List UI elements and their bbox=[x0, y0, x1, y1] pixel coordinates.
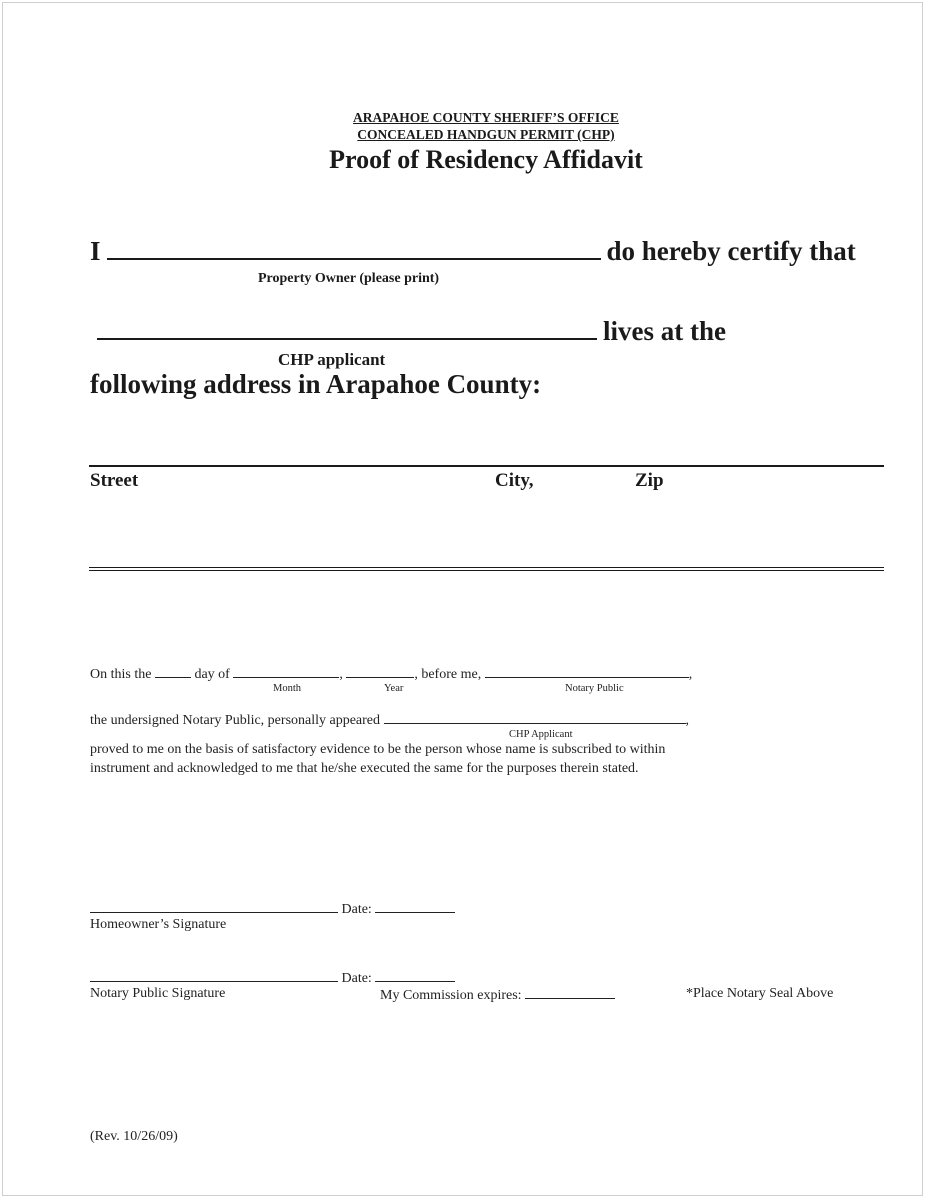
month-label: Month bbox=[273, 683, 302, 694]
commission-row bbox=[380, 986, 615, 1004]
appeared-comma: , bbox=[685, 713, 690, 728]
notary-date-label: Date: bbox=[341, 971, 372, 986]
commission-label: My Commission expires: bbox=[380, 988, 522, 1003]
address-intro: following address in Arapahoe County: bbox=[90, 369, 542, 399]
end-comma-text: , bbox=[688, 667, 693, 682]
permit-heading: CONCEALED HANDGUN PERMIT (CHP) bbox=[357, 127, 615, 142]
lives-line bbox=[97, 316, 726, 347]
lives-suffix: lives at the bbox=[603, 316, 726, 346]
year-field[interactable] bbox=[346, 665, 414, 678]
comma-text: , bbox=[339, 667, 343, 682]
proved-line-1: proved to me on the basis of satisfactory evidence to be the person whose name is subscribed to within bbox=[90, 742, 666, 757]
certify-suffix: do hereby certify that bbox=[606, 236, 856, 266]
seal-note: *Place Notary Seal Above bbox=[686, 986, 834, 1001]
notary-public-field[interactable] bbox=[485, 665, 689, 678]
zip-label: Zip bbox=[635, 470, 664, 491]
before-me-text: , before me, bbox=[414, 667, 482, 682]
chp-applicant-label: CHP applicant bbox=[278, 350, 386, 369]
city-label: City, bbox=[495, 470, 534, 491]
homeowner-date-label: Date: bbox=[341, 902, 372, 917]
revision-note: (Rev. 10/26/09) bbox=[90, 1129, 178, 1144]
certify-prefix: I bbox=[90, 236, 101, 266]
homeowner-signature-label: Homeowner’s Signature bbox=[90, 917, 227, 932]
divider-rule-top bbox=[89, 567, 884, 568]
property-owner-field[interactable] bbox=[107, 236, 601, 260]
notary-signature-field[interactable] bbox=[90, 969, 338, 982]
chp-applicant-field[interactable] bbox=[97, 316, 597, 340]
page-title: Proof of Residency Affidavit bbox=[329, 145, 643, 174]
certify-line bbox=[90, 236, 856, 267]
property-owner-label: Property Owner (please print) bbox=[258, 271, 440, 286]
divider-rule-bottom bbox=[89, 570, 884, 571]
day-of-text: day of bbox=[194, 667, 230, 682]
notary-line-2 bbox=[90, 711, 689, 729]
street-label: Street bbox=[90, 470, 139, 491]
chp-applicant-small-label: CHP Applicant bbox=[509, 729, 573, 740]
office-heading: ARAPAHOE COUNTY SHERIFF’S OFFICE bbox=[353, 110, 619, 125]
year-label: Year bbox=[384, 683, 404, 694]
month-field[interactable] bbox=[233, 665, 339, 678]
proved-line-2: instrument and acknowledged to me that he/she executed the same for the purposes therein stated. bbox=[90, 761, 639, 776]
homeowner-date-field[interactable] bbox=[375, 900, 455, 913]
homeowner-signature-field[interactable] bbox=[90, 900, 338, 913]
commission-expires-field[interactable] bbox=[525, 986, 615, 999]
appeared-text: the undersigned Notary Public, personally appeared bbox=[90, 713, 381, 728]
day-field[interactable] bbox=[155, 665, 191, 678]
appeared-applicant-field[interactable] bbox=[384, 711, 686, 724]
address-line[interactable] bbox=[89, 465, 884, 467]
notary-signature-row bbox=[90, 969, 455, 987]
notary-date-field[interactable] bbox=[375, 969, 455, 982]
page-border bbox=[2, 2, 923, 1196]
on-this-text: On this the bbox=[90, 667, 152, 682]
homeowner-signature-row bbox=[90, 900, 455, 918]
notary-line-1 bbox=[90, 665, 692, 683]
notary-public-label: Notary Public bbox=[565, 683, 624, 694]
notary-signature-label: Notary Public Signature bbox=[90, 986, 226, 1001]
